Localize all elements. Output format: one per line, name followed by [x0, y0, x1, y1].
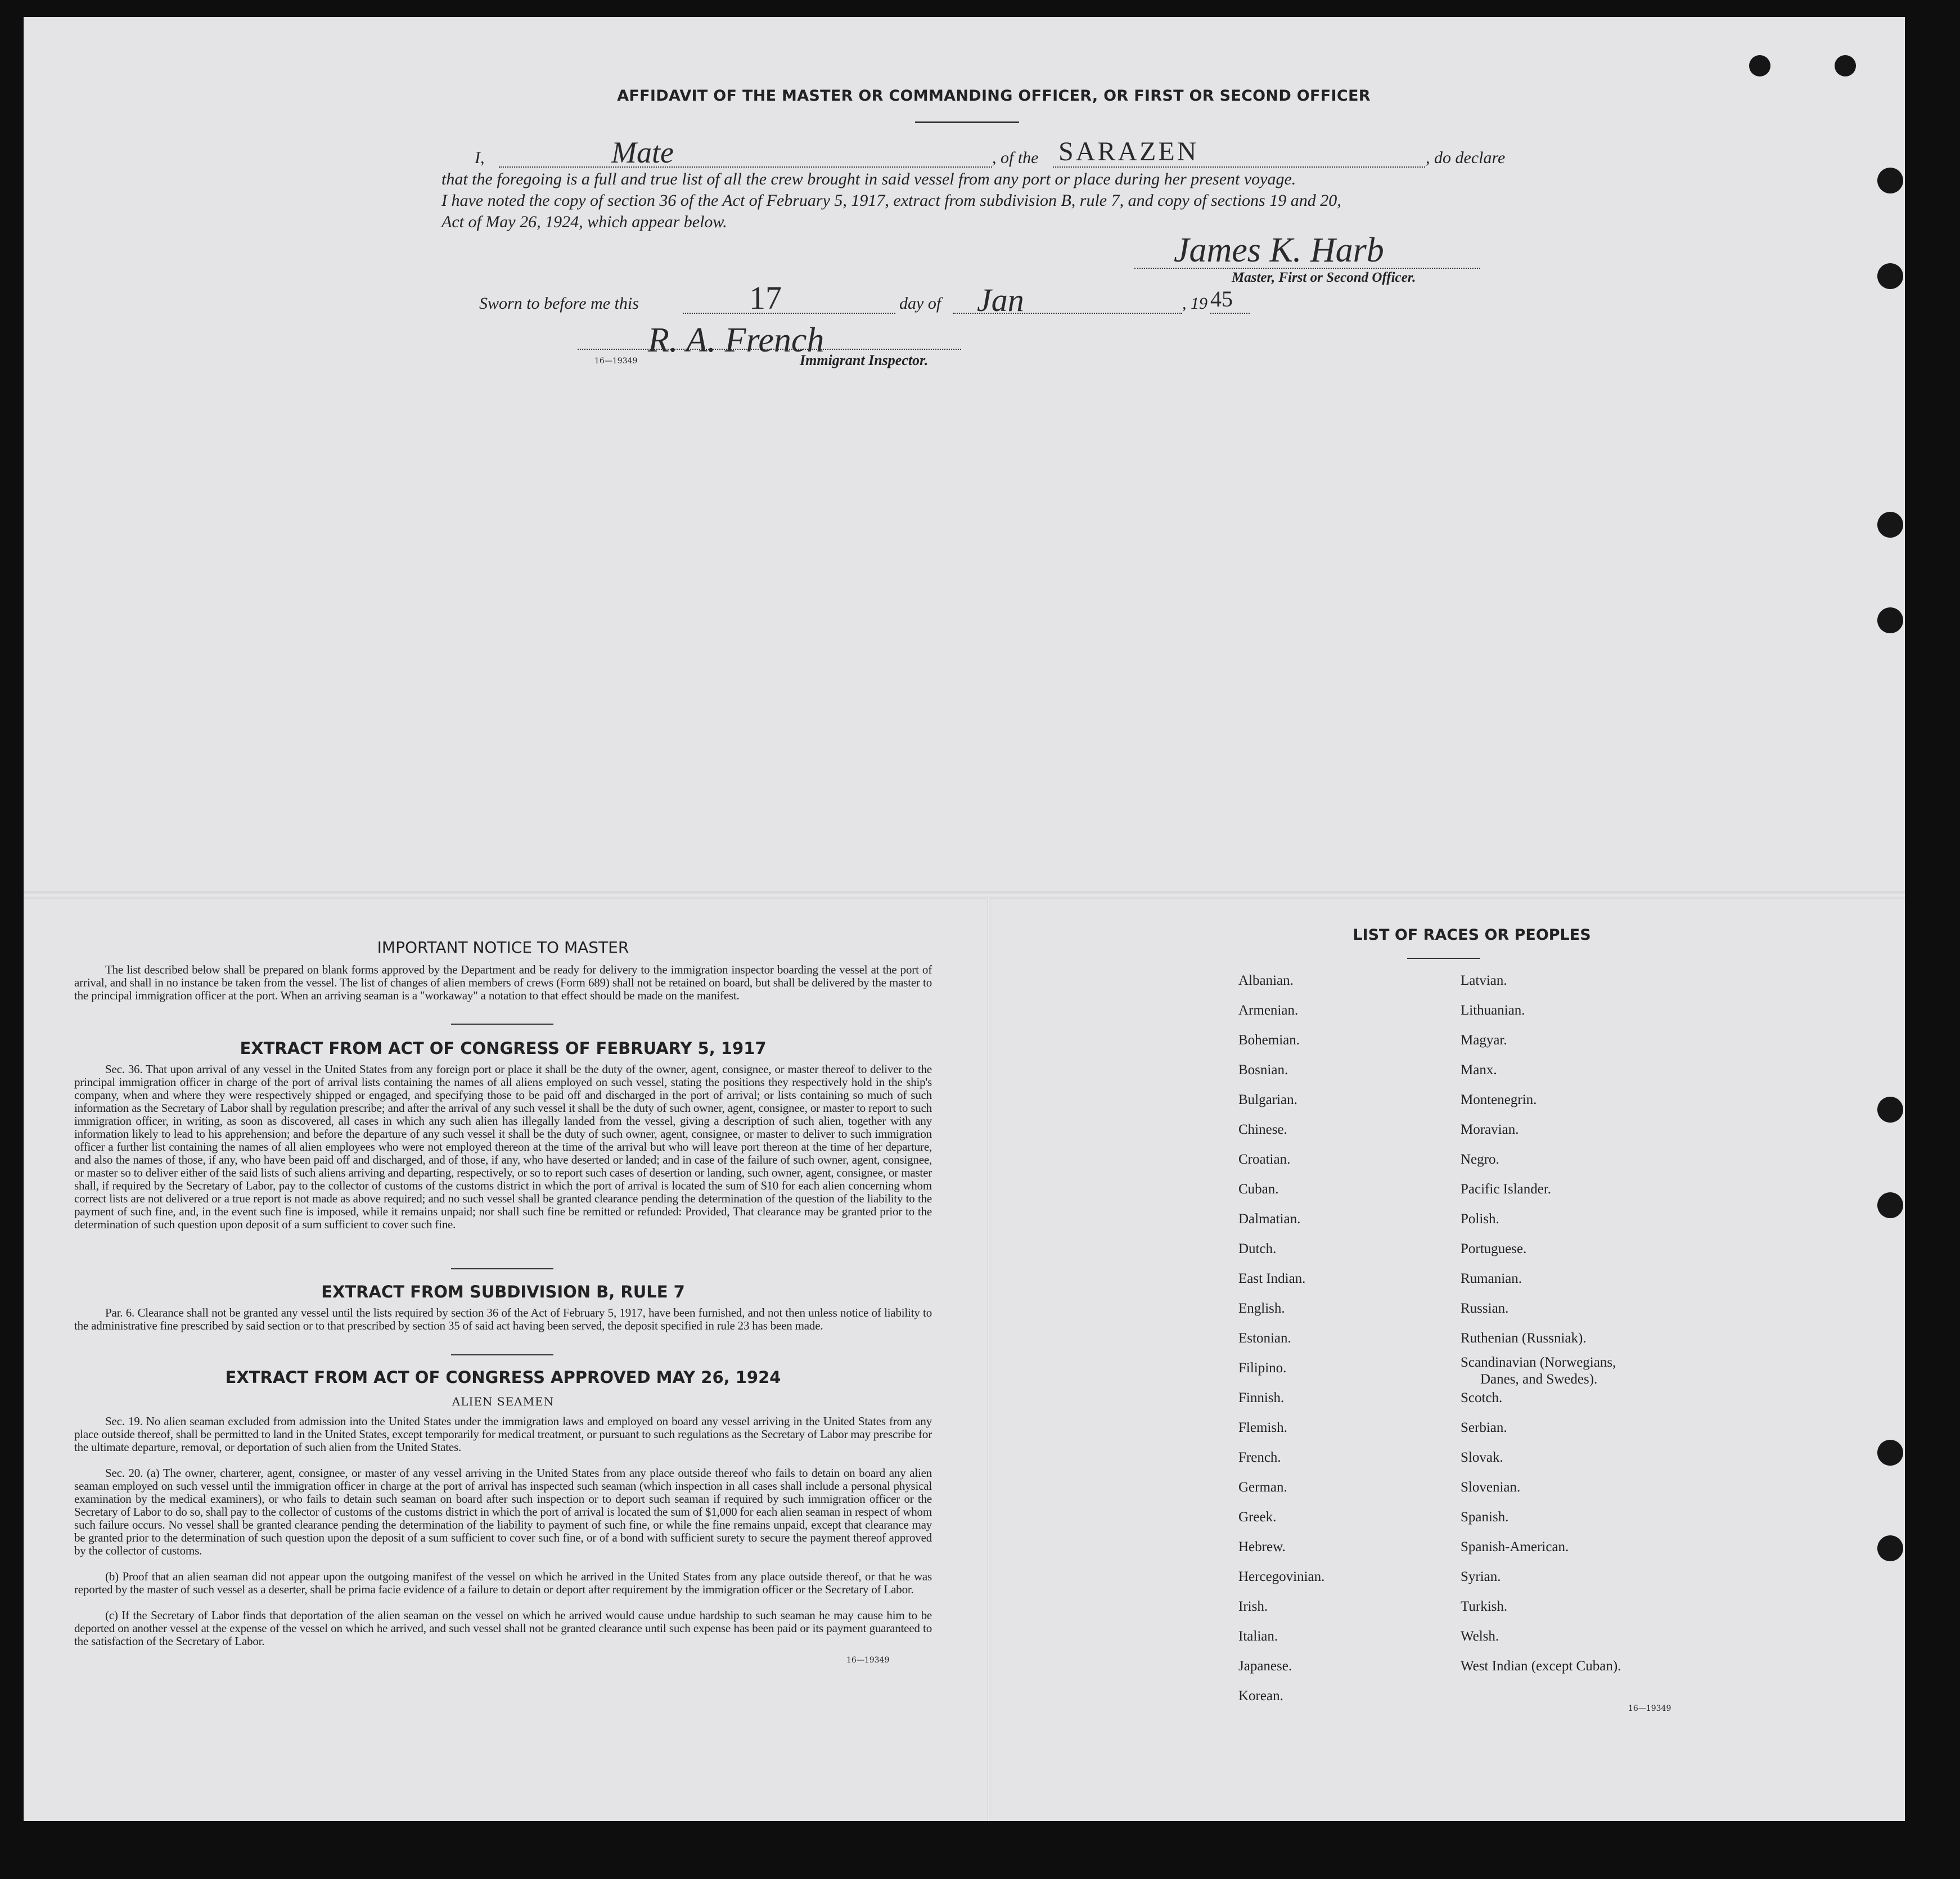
- race-item: Greek.: [1238, 1509, 1277, 1525]
- punch-hole: [1749, 55, 1770, 76]
- race-item: East Indian.: [1238, 1271, 1306, 1286]
- race-item: Turkish.: [1461, 1599, 1508, 1614]
- extract-1924-title: EXTRACT FROM ACT OF CONGRESS APPROVED MAY 26, 1924: [225, 1368, 781, 1387]
- punch-hole: [1877, 1097, 1903, 1123]
- inspector-caption: Immigrant Inspector.: [800, 352, 929, 368]
- month-value: Jan: [977, 282, 1024, 318]
- race-item: Croatian.: [1238, 1152, 1291, 1167]
- race-item: Bohemian.: [1238, 1033, 1300, 1048]
- race-item: Spanish-American.: [1461, 1539, 1569, 1554]
- of-the-label: , of the: [992, 148, 1039, 167]
- race-item: German.: [1238, 1480, 1287, 1495]
- punch-hole: [1835, 55, 1856, 76]
- extract-1917-text: Sec. 36. That upon arrival of any vessel in the United States from any foreign port or place it shall be the duty of the owner, agent, consignee, or master thereof to deliver to the principal immigration officer in charge of the port of arrival lists containing the names of all aliens employed on such vessel, stating the positions they respectively hold in the ship's company, when and where they were respectively shipped or engaged, and specifying those to be paid off and discharged in the port of arrival; or lists containing so much of such information as the Secretary of Labor shall by regulation prescribe; and after the arrival of any such vessel it shall be the duty of such owner, agent, consignee, or master to report to such immigration officer, in writing, as soon as discovered, all cases in which any such alien has illegally landed from the vessel, giving a description of such alien, together with any information likely to lead to his apprehension; and before the departure of any such vessel it shall be the duty of such owner, agent, consignee, or master to deliver to such immigration officer a further list containing the names of all alien employees who were not employed thereon at the time of the arrival but who will leave port thereon at the time of her departure, and also the names of those, if any, who have been paid off and discharged, and of those, if any, who have deserted or landed; and in case of the failure of such owner, agent, consignee, or master so to deliver either of the said lists of such aliens arriving and departing, respectively, or so to report such cases of desertion or landing, such owner, agent, consignee, or master shall, if required by the Secretary of Labor, pay to the collector of customs of the customs district in which the port of arrival is located the sum of $10 for each alien concerning whom correct lists are not delivered or a true report is not made as above required; and no such vessel shall be granted clearance pending the determination of the question of the liability to the payment of such fine, and, in the event such fine is imposed, while it remains unpaid; nor shall such fine be remitted or refunded: Provided, That clearance may be granted prior to the determination of such question upon deposit of a sum sufficient to cover such fine.: [74, 1062, 932, 1231]
- race-item: Ruthenian (Russniak).: [1461, 1331, 1587, 1346]
- race-item: Russian.: [1461, 1301, 1509, 1316]
- master-signature: James K. Harb: [1174, 231, 1384, 269]
- race-item: Slovak.: [1461, 1450, 1503, 1465]
- race-item: Chinese.: [1238, 1122, 1287, 1137]
- do-declare-label: , do declare: [1426, 148, 1506, 167]
- race-item: French.: [1238, 1450, 1281, 1465]
- affidavit-form-number: 16—19349: [594, 357, 638, 366]
- subdivision-title: EXTRACT FROM SUBDIVISION B, RULE 7: [321, 1282, 685, 1301]
- inspector-signature: R. A. French: [648, 321, 824, 359]
- punch-hole: [1877, 1440, 1903, 1466]
- race-item: Syrian.: [1461, 1569, 1501, 1584]
- races-rule: [1407, 958, 1480, 959]
- punch-hole: [1877, 512, 1903, 538]
- race-item: Welsh.: [1461, 1629, 1499, 1644]
- title-rule: [915, 121, 1019, 123]
- race-item: Albanian.: [1238, 973, 1294, 988]
- race-item: Dutch.: [1238, 1241, 1277, 1256]
- day-value: 17: [749, 280, 782, 316]
- race-item: Slovenian.: [1461, 1480, 1521, 1495]
- race-item: Korean.: [1238, 1688, 1283, 1704]
- horizontal-fold: [24, 891, 1905, 899]
- sec-20b-text: (b) Proof that an alien seaman did not appear upon the outgoing manifest of the vessel on which he arrived in the United States from any place outside thereof, or that he was reported by the master of such vessel as a deserter, shall be prima facie evidence of a failure to detain or deport after requirement by the immigration officer or the Secretary of Labor.: [74, 1570, 932, 1596]
- officer-name: Mate: [611, 136, 674, 169]
- race-item: Japanese.: [1238, 1659, 1292, 1674]
- inspector-line: [578, 349, 961, 350]
- vessel-name: SARAZEN: [1058, 137, 1199, 166]
- extract-1917-title: EXTRACT FROM ACT OF CONGRESS OF FEBRUARY 5, 1917: [240, 1039, 767, 1058]
- race-item: Rumanian.: [1461, 1271, 1522, 1286]
- race-item: Scandinavian (Norwegians,: [1461, 1355, 1616, 1370]
- race-item: Magyar.: [1461, 1033, 1507, 1048]
- vertical-fold: [987, 896, 990, 1821]
- race-item: Italian.: [1238, 1629, 1278, 1644]
- officer-line: [499, 166, 992, 168]
- race-item: Spanish.: [1461, 1509, 1509, 1525]
- affidavit-line-4: Act of May 26, 1924, which appear below.: [441, 213, 727, 231]
- race-item: Bulgarian.: [1238, 1092, 1297, 1107]
- notice-title: IMPORTANT NOTICE TO MASTER: [377, 938, 629, 957]
- punch-hole: [1877, 168, 1903, 193]
- race-item: Finnish.: [1238, 1390, 1285, 1405]
- race-item: Moravian.: [1461, 1122, 1519, 1137]
- race-item: Lithuanian.: [1461, 1003, 1525, 1018]
- race-item: Scotch.: [1461, 1390, 1503, 1405]
- day-line: [683, 313, 895, 314]
- race-item: Pacific Islander.: [1461, 1182, 1552, 1197]
- race-item: Filipino.: [1238, 1360, 1287, 1376]
- day-of-label: day of: [899, 294, 941, 313]
- race-item: Hercegovinian.: [1238, 1569, 1325, 1584]
- document-sheet: [24, 17, 1905, 1821]
- sec-20c-text: (c) If the Secretary of Labor finds that deportation of the alien seaman on the vessel on which he arrived would cause undue hardship to such seaman he may cause him to be deported on another vessel at the expense of the vessel on which he arrived, and such vessel shall not be granted clearance until such expense has been paid or its payment guaranteed to the satisfaction of the Secretary of Labor.: [74, 1608, 932, 1648]
- sec-20a-text: Sec. 20. (a) The owner, charterer, agent, consignee, or master of any vessel arriving in the United States from any place outside thereof who fails to detain on board any alien seaman employed on such vessel until the immigration officer in charge at the port of arrival has inspected such seaman (which inspection in all cases shall include a personal physical examination by the medical examiners), or who fails to detain such seaman on board after such inspection or to deport such seaman if required by such immigration officer or the Secretary of Labor to do so, shall pay to the collector of customs of the customs district in which the port of arrival is located the sum of $1,000 for each alien seaman in respect of whom such failure occurs. No vessel shall be granted clearance pending the determination of the liability to payment of such fine, or while the fine remains unpaid, except that clearance may be granted prior to the determination of such question upon the deposit of a sum sufficient to cover such fine, or of a bond with sufficient surety to secure the payment thereof approved by the collector of customs.: [74, 1466, 932, 1557]
- race-item: Latvian.: [1461, 973, 1507, 988]
- sec-19-text: Sec. 19. No alien seaman excluded from admission into the United States under the immigration laws and employed on board any vessel arriving in the United States from any place outside thereof, shall be permitted to land in the United States, except temporarily for medical treatment, or pursuant to such regulations as the Secretary of Labor may prescribe for the ultimate departure, removal, or deportation of such alien from the United States.: [74, 1414, 932, 1454]
- affidavit-title: AFFIDAVIT OF THE MASTER OR COMMANDING OFFICER, OR FIRST OR SECOND OFFICER: [617, 87, 1371, 105]
- race-item: Hebrew.: [1238, 1539, 1286, 1554]
- race-item: Montenegrin.: [1461, 1092, 1537, 1107]
- year-prefix: , 19: [1182, 294, 1207, 313]
- race-item: Danes, and Swedes).: [1480, 1372, 1598, 1387]
- race-item: English.: [1238, 1301, 1285, 1316]
- race-item: Manx.: [1461, 1062, 1497, 1078]
- races-form-number: 16—19349: [1628, 1704, 1671, 1713]
- year-line: [1210, 313, 1250, 314]
- races-title: LIST OF RACES OR PEOPLES: [1353, 926, 1591, 944]
- race-item: Negro.: [1461, 1152, 1499, 1167]
- race-item: Portuguese.: [1461, 1241, 1527, 1256]
- race-item: West Indian (except Cuban).: [1461, 1659, 1621, 1674]
- notice-text: The list described below shall be prepared on blank forms approved by the Department and be ready for delivery to the immigration inspector boarding the vessel at the port of arrival, and shall in no instance be taken from the vessel. The list of changes of alien members of crews (Form 689) shall not be retained on board, but shall be delivered by the master to the principal immigration officer at the port. When an arriving seaman is a "workaway" a notation to that effect should be made on the manifest.: [74, 963, 932, 1002]
- subdivision-rule: [451, 1354, 553, 1355]
- race-item: Flemish.: [1238, 1420, 1287, 1435]
- subdivision-text: Par. 6. Clearance shall not be granted any vessel until the lists required by section 36 of the Act of February 5, 1917, have been furnished, and not then unless notice of liability to the administrative fine prescribed by said section or to that prescribed by section 35 of said act having been served, the deposit specified in rule 23 has been made.: [74, 1306, 932, 1332]
- master-caption: Master, First or Second Officer.: [1232, 270, 1416, 285]
- punch-hole: [1877, 263, 1903, 289]
- sworn-label: Sworn to before me this: [479, 294, 639, 313]
- i-label: I,: [475, 148, 485, 167]
- affidavit-line-2: that the foregoing is a full and true list of all the crew brought in said vessel from any port or place during her present voyage.: [441, 170, 1296, 188]
- punch-hole: [1877, 607, 1903, 633]
- extract-form-number: 16—19349: [846, 1656, 890, 1665]
- punch-hole: [1877, 1192, 1903, 1218]
- race-item: Polish.: [1461, 1211, 1499, 1227]
- affidavit-line-3: I have noted the copy of section 36 of the Act of February 5, 1917, extract from subdivision B, rule 7, and copy of sections 19 and 20,: [441, 191, 1341, 210]
- race-item: Bosnian.: [1238, 1062, 1288, 1078]
- race-item: Estonian.: [1238, 1331, 1291, 1346]
- race-item: Cuban.: [1238, 1182, 1279, 1197]
- year-value: 45: [1210, 286, 1233, 312]
- race-item: Irish.: [1238, 1599, 1268, 1614]
- extract-1917-rule: [451, 1268, 553, 1269]
- race-item: Armenian.: [1238, 1003, 1299, 1018]
- master-signature-line: [1134, 268, 1480, 269]
- notice-rule: [451, 1024, 553, 1025]
- race-item: Serbian.: [1461, 1420, 1507, 1435]
- punch-hole: [1877, 1535, 1903, 1561]
- alien-seamen-subtitle: ALIEN SEAMEN: [452, 1395, 555, 1408]
- race-item: Dalmatian.: [1238, 1211, 1301, 1227]
